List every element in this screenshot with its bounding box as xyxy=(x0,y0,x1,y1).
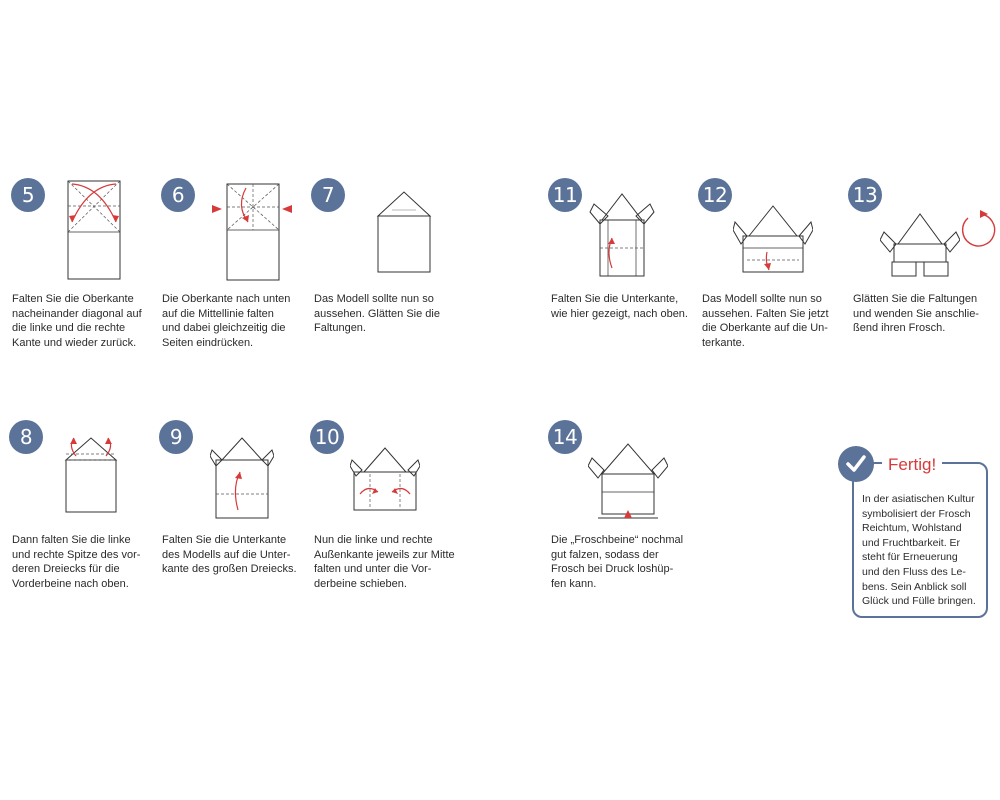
step-instruction: Die Oberkante nach unten auf die Mittellinie falten und dabei gleichzeitig die Seiten eindrücken. xyxy=(162,293,291,349)
checkmark-icon xyxy=(838,446,874,482)
step-number-badge: 7 xyxy=(311,178,345,212)
step-14-diagram xyxy=(588,438,668,524)
step-5-diagram xyxy=(60,178,130,282)
step-10-diagram xyxy=(350,444,420,514)
step-instruction: Die „Froschbeine“ nochmal gut falzen, sodass der Frosch bei Druck loshüp- fen kann. xyxy=(551,534,684,590)
step-instruction: Nun die linke und rechte Außenkante jeweils zur Mitte falten und unter die Vor- derbeine schieben. xyxy=(314,534,455,590)
step-number-badge: 6 xyxy=(161,178,195,212)
step-instruction: Das Modell sollte nun so aussehen. Glätten Sie die Faltungen. xyxy=(314,293,440,335)
step-number-badge: 12 xyxy=(698,178,732,212)
step-number-badge: 9 xyxy=(159,420,193,454)
step-number-badge: 11 xyxy=(548,178,582,212)
fertig-title: Fertig! xyxy=(882,455,942,475)
step-instruction: Falten Sie die Oberkante nacheinander diagonal auf die linke und die rechte Kante und wieder zurück. xyxy=(12,293,142,349)
step-instruction: Das Modell sollte nun so aussehen. Falten Sie jetzt die Oberkante auf die Un- terkante. xyxy=(702,293,829,349)
rotate-arrow-icon xyxy=(958,208,998,252)
step-number-badge: 10 xyxy=(310,420,344,454)
step-13-diagram xyxy=(880,206,960,282)
fertig-text: In der asiatischen Kultur symbolisiert der Frosch Reichtum, Wohlstand und Fruchtbarkeit. Er steht für Erneuerung und den Fluss des Le- bens. Sein Anblick soll Glück und Fülle bringen. xyxy=(862,493,976,608)
step-instruction: Falten Sie die Unterkante, wie hier gezeigt, nach oben. xyxy=(551,293,688,320)
step-9-diagram xyxy=(210,432,274,522)
step-instruction: Falten Sie die Unterkante des Modells auf die Unter- kante des großen Dreiecks. xyxy=(162,534,297,576)
step-6-diagram xyxy=(206,178,298,282)
step-8-diagram xyxy=(56,432,126,516)
step-number-badge: 8 xyxy=(9,420,43,454)
step-number-badge: 13 xyxy=(848,178,882,212)
step-instruction: Glätten Sie die Faltungen und wenden Sie anschlie- ßend ihren Frosch. xyxy=(853,293,979,335)
step-12-diagram xyxy=(733,200,813,278)
step-number-badge: 5 xyxy=(11,178,45,212)
step-11-diagram xyxy=(588,186,656,280)
step-7-diagram xyxy=(372,188,436,276)
step-number-badge: 14 xyxy=(548,420,582,454)
step-instruction: Dann falten Sie die linke und rechte Spitze des vor- deren Dreiecks für die Vorderbeine nach oben. xyxy=(12,534,141,590)
